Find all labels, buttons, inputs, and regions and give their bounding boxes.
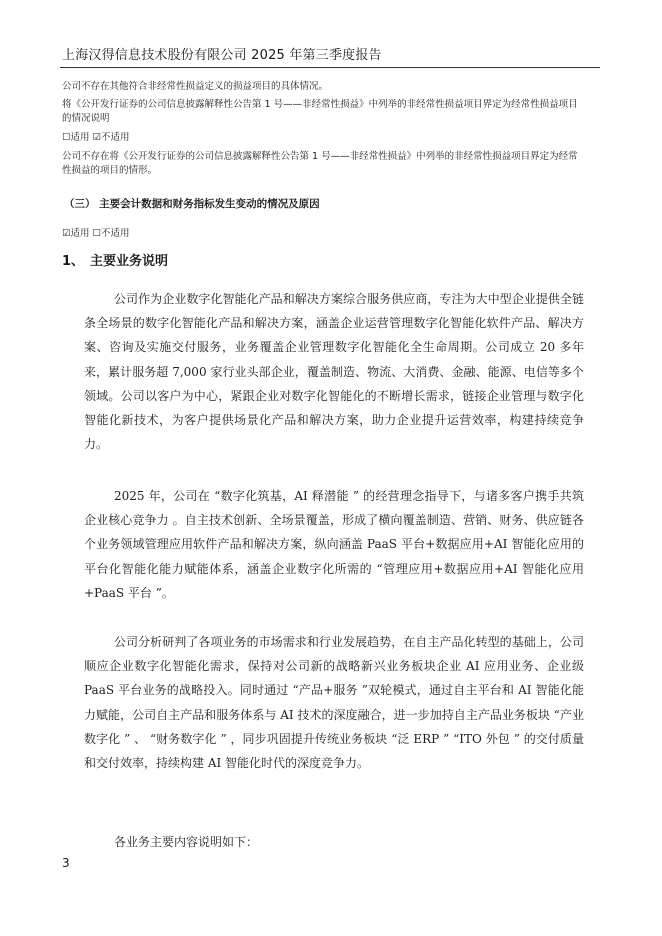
business-paragraph-2: 2025 年，公司在 “数字化筑基，AI 释潜能 ” 的经营理念指导下，与诸多客户携手共筑企业核心竞争力 。自主技术创新、全场景覆盖，形成了横向覆盖制造、营销、财务、供应链各个业务领域管理应用软件产品和解决方案，纵向涵盖 PaaS 平台+数据应用+AI 智能化应用的平台化智能化能力赋能体系，涵盖企业数字化所需的 “管理应用+数据应用+AI 智能化应用+PaaS 平台 ”。 [84,489,584,600]
reclassification-statement: 公司不存在将《公开发行证券的公司信息披露解释性公告第 1 号——非经常性损益》中列举的非经常性损益项目界定为经常性损益的项目的情形。 [62,151,578,176]
business-heading [62,250,168,269]
section-heading: （三） 主要会计数据和财务指标发生变动的情况及原因 [64,198,320,210]
business-paragraph-1: 公司作为企业数字化智能化产品和解决方案综合服务供应商，专注为大中型企业提供全链条全场景的数字化智能化产品和解决方案，涵盖企业运营管理数字化智能化软件产品、解决方案、咨询及实施交付服务，业务覆盖企业管理数字化智能化全生命周期。公司成立 20 多年来，累计服务超 7,000 家行业头部企业，覆盖制造、物流、大消费、金融、能源、电信等多个领域。公司以客户为中心，紧跟企业对数字化智能化的不断增长需求，链接企业管理与数字化智能化新技术，为客户提供场景化产品和解决方案，助力企业提升运营效率，构建持续竞争力。 [84,292,584,452]
reclassification-note-title: 将《公开发行证券的公司信息披露解释性公告第 1 号——非经常性损益》中列举的非经常性损益项目界定为经常性损益项目的情况说明 [62,99,578,124]
report-header-title: 上海汉得信息技术股份有限公司 2025 年第三季度报告 [62,48,382,63]
page-number: 3 [62,856,70,870]
business-heading-text: 主要业务说明 [90,254,169,269]
header-divider [60,67,600,68]
business-heading-number: 1、 [62,254,85,269]
applicable-checkbox-group-2: ☑适用 ☐不适用 [62,228,130,239]
business-paragraph-4: 各业务主要内容说明如下： [114,835,259,849]
business-paragraph-3: 公司分析研判了各项业务的市场需求和行业发展趋势，在自主产品化转型的基础上，公司顺应企业数字化智能化需求，保持对公司新的战略新兴业务板块企业 AI 应用业务、企业级 PaaS 平台业务的战略投入。同时通过 “产品+服务 ”双轮模式，通过自主平台和 AI 智能化能力赋能，公司自主产品和服务体系与 AI 技术的深度融合，进一步加持自主产品业务板块 “产业数字化 ” 、 “财务数字化 ” ，同步巩固提升传统业务板块 “泛 ERP ” “ITO 外包 ” 的交付质量和交付效率，持续构建 AI 智能化时代的深度竞争力。 [84,635,584,771]
applicable-checkbox-group: ☐适用 ☑不适用 [62,132,130,143]
non-recurring-statement: 公司不存在其他符合非经常性损益定义的损益项目的具体情况。 [62,81,329,92]
